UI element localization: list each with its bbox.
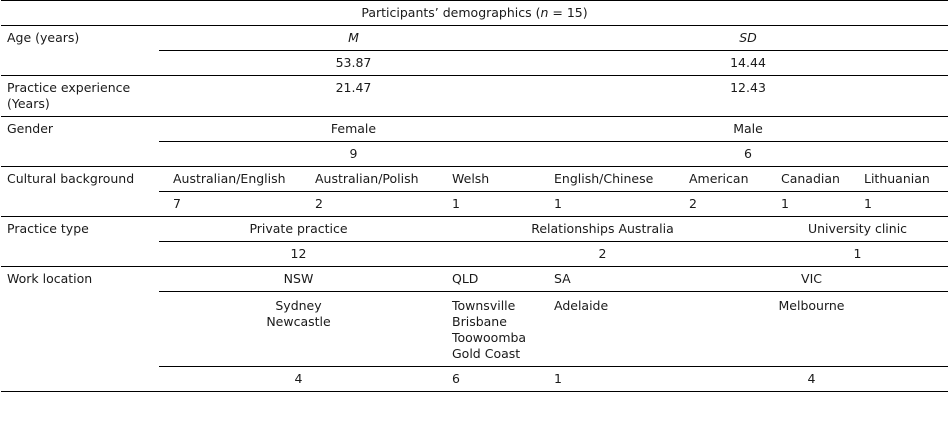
sd-header: SD (739, 30, 757, 45)
city-name: Gold Coast (452, 346, 521, 361)
city-name: Newcastle (266, 314, 331, 329)
location-cities (438, 292, 548, 367)
table-caption: Participants’ demographics (n = 15) (1, 1, 948, 26)
row-label-practice: Practice type (1, 217, 159, 242)
location-count: 4 (159, 367, 438, 392)
location-cities (159, 292, 438, 367)
cultural-group-name: Lithuanian (858, 167, 948, 192)
cultural-group-count: 2 (301, 192, 438, 217)
age-sd: 14.44 (548, 51, 948, 76)
cultural-group-name: Canadian (767, 167, 858, 192)
age-header-row (1, 26, 948, 51)
city-name: Melbourne (778, 298, 845, 313)
location-cities (675, 292, 948, 367)
practice-type-name: Private practice (159, 217, 438, 242)
experience-row (1, 76, 948, 117)
cultural-group-count: 7 (159, 192, 301, 217)
cultural-group-count: 1 (548, 192, 675, 217)
gender-male-label: Male (548, 117, 948, 142)
location-state: VIC (675, 267, 948, 292)
gender-male-count: 6 (548, 142, 948, 167)
location-state: NSW (159, 267, 438, 292)
practice-type-name: Relationships Australia (438, 217, 767, 242)
gender-values-row (1, 142, 948, 167)
city-name: Townsville (452, 298, 516, 313)
age-values-row (1, 51, 948, 76)
cultural-group-name: Australian/English (159, 167, 301, 192)
location-count: 6 (438, 367, 548, 392)
location-values-row (1, 367, 948, 392)
gender-header-row (1, 117, 948, 142)
location-cities (548, 292, 675, 367)
practice-type-name: University clinic (767, 217, 948, 242)
location-header-row (1, 267, 948, 292)
location-state: SA (548, 267, 675, 292)
cultural-group-name: American (675, 167, 767, 192)
experience-sd: 12.43 (548, 76, 948, 117)
gender-female-label: Female (159, 117, 548, 142)
practice-type-count: 12 (159, 242, 438, 267)
cultural-group-name: Australian/Polish (301, 167, 438, 192)
practice-type-count: 2 (438, 242, 767, 267)
cultural-group-name: English/Chinese (548, 167, 675, 192)
row-label-experience: Practice experience (Years) (1, 76, 159, 117)
row-label-gender: Gender (1, 117, 159, 142)
experience-mean: 21.47 (159, 76, 548, 117)
location-count: 4 (675, 367, 948, 392)
city-name: Sydney (275, 298, 322, 313)
location-count: 1 (548, 367, 675, 392)
cultural-group-count: 2 (675, 192, 767, 217)
practice-values-row (1, 242, 948, 267)
row-label-cultural: Cultural background (1, 167, 159, 192)
age-mean: 53.87 (159, 51, 548, 76)
city-name: Brisbane (452, 314, 507, 329)
row-label-age: Age (years) (7, 30, 80, 45)
cultural-group-count: 1 (858, 192, 948, 217)
cultural-group-count: 1 (767, 192, 858, 217)
mean-header: M (348, 30, 359, 45)
cultural-values-row (1, 192, 948, 217)
gender-female-count: 9 (159, 142, 548, 167)
row-label-location: Work location (1, 267, 159, 292)
caption-row (1, 1, 948, 26)
location-state: QLD (438, 267, 548, 292)
practice-header-row (1, 217, 948, 242)
demographics-table (1, 0, 948, 392)
location-cities-row (1, 292, 948, 367)
city-name: Adelaide (554, 298, 609, 313)
cultural-header-row (1, 167, 948, 192)
city-name: Toowoomba (452, 330, 527, 345)
practice-type-count: 1 (767, 242, 948, 267)
cultural-group-count: 1 (438, 192, 548, 217)
cultural-group-name: Welsh (438, 167, 548, 192)
